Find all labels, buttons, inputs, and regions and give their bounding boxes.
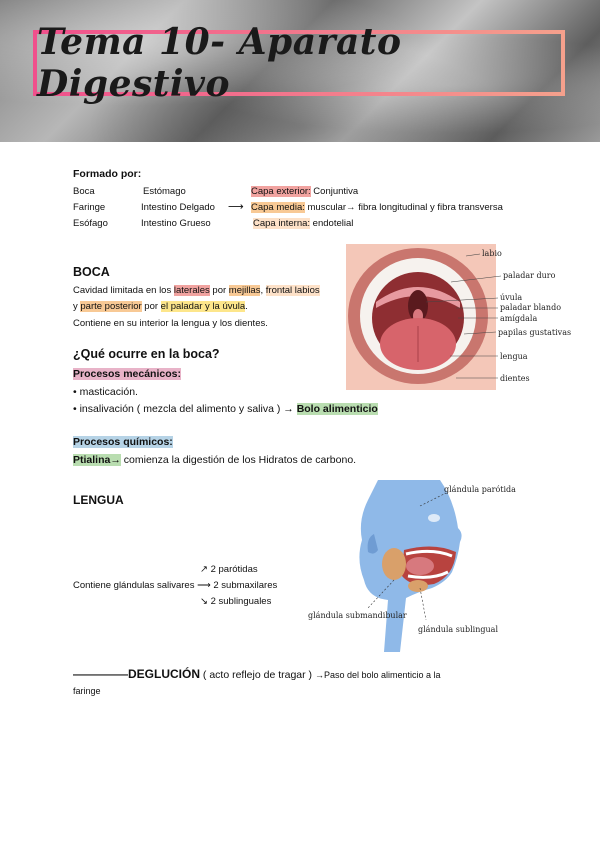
fig-label-dientes: dientes bbox=[500, 374, 530, 383]
fig-label-amigdala: amígdala bbox=[500, 314, 538, 323]
bolo-alimenticio: Bolo alimenticio bbox=[296, 403, 378, 415]
organ-faringe: Faringe bbox=[73, 202, 106, 213]
fig-label-sublingual: glándula sublingual bbox=[418, 625, 498, 634]
fig-label-lengua: lengua bbox=[500, 352, 528, 361]
deglucion-line: —————DEGLUCIÓN ( acto reflejo de tragar ) →Paso del bolo alimenticio a la bbox=[73, 667, 441, 681]
bullet-insalivacion: • insalivación ( mezcla del alimento y saliva ) → Bolo alimenticio bbox=[73, 403, 378, 415]
deglucion-heading: DEGLUCIÓN bbox=[128, 667, 200, 681]
capas-arrow: ⟶ bbox=[228, 200, 244, 213]
mouth-illustration bbox=[346, 244, 582, 390]
fig-label-paladar-blando: paladar blando bbox=[500, 303, 562, 312]
organ-intestino-delgado: Intestino Delgado bbox=[141, 202, 215, 213]
organ-esofago: Esófago bbox=[73, 218, 108, 229]
organ-estomago: Estómago bbox=[143, 186, 186, 197]
fig-label-labio: labio bbox=[482, 249, 502, 258]
header-banner bbox=[0, 0, 600, 142]
capa-interna: Capa interna: endotelial bbox=[253, 218, 354, 229]
capa-media-label: Capa media: bbox=[251, 202, 305, 213]
ptialina-line: Ptialina→ comienza la digestión de los Hidratos de carbono. bbox=[73, 454, 357, 466]
lengua-heading: LENGUA bbox=[73, 493, 124, 507]
capa-exterior-label: Capa exterior: bbox=[251, 186, 311, 197]
capa-interna-label: Capa interna: bbox=[253, 218, 311, 229]
glandulas-line: Contiene glándulas salivares ⟶ 2 submaxilares bbox=[73, 580, 278, 591]
organ-intestino-grueso: Intestino Grueso bbox=[141, 218, 211, 229]
que-ocurre-heading: ¿Qué ocurre en la boca? bbox=[73, 347, 220, 361]
fig-label-submandibular: glándula submandibular bbox=[308, 611, 407, 620]
procesos-quimicos: Procesos químicos: bbox=[73, 436, 173, 448]
procesos-mecanicos: Procesos mecánicos: bbox=[73, 368, 181, 380]
page-title: Tema 10- Aparato Digestivo bbox=[37, 21, 402, 105]
boca-heading: BOCA bbox=[73, 265, 110, 279]
fig-label-parotida: glándula parótida bbox=[444, 485, 516, 494]
deglucion-line-2: faringe bbox=[73, 686, 101, 696]
fig-label-paladar-duro: paladar duro bbox=[503, 271, 556, 280]
salivary-glands-illustration bbox=[308, 480, 516, 652]
glandulas-parotidas: ↗ 2 parótidas bbox=[200, 564, 258, 575]
capa-exterior: Capa exterior: Conjuntiva bbox=[251, 186, 359, 197]
formado-heading: Formado por: bbox=[73, 168, 142, 180]
fig-label-uvula: úvula bbox=[500, 293, 523, 302]
bullet-masticacion: • masticación. bbox=[73, 386, 138, 398]
glandulas-sublinguales: ↘ 2 sublinguales bbox=[200, 596, 272, 607]
ptialina-label: Ptialina→ bbox=[73, 454, 121, 466]
organ-boca: Boca bbox=[73, 186, 95, 197]
boca-line-3: Contiene en su interior la lengua y los dientes. bbox=[73, 318, 268, 329]
capa-media: Capa media: muscular→ fibra longitudinal y fibra transversa bbox=[251, 202, 503, 213]
fig-label-papilas: papilas gustativas bbox=[498, 328, 572, 337]
boca-line-1: Cavidad limitada en los laterales por mejillas, frontal labios bbox=[73, 285, 320, 296]
title-frame bbox=[33, 21, 565, 105]
boca-line-2: y parte posterior por el paladar y la úvula. bbox=[73, 301, 248, 312]
